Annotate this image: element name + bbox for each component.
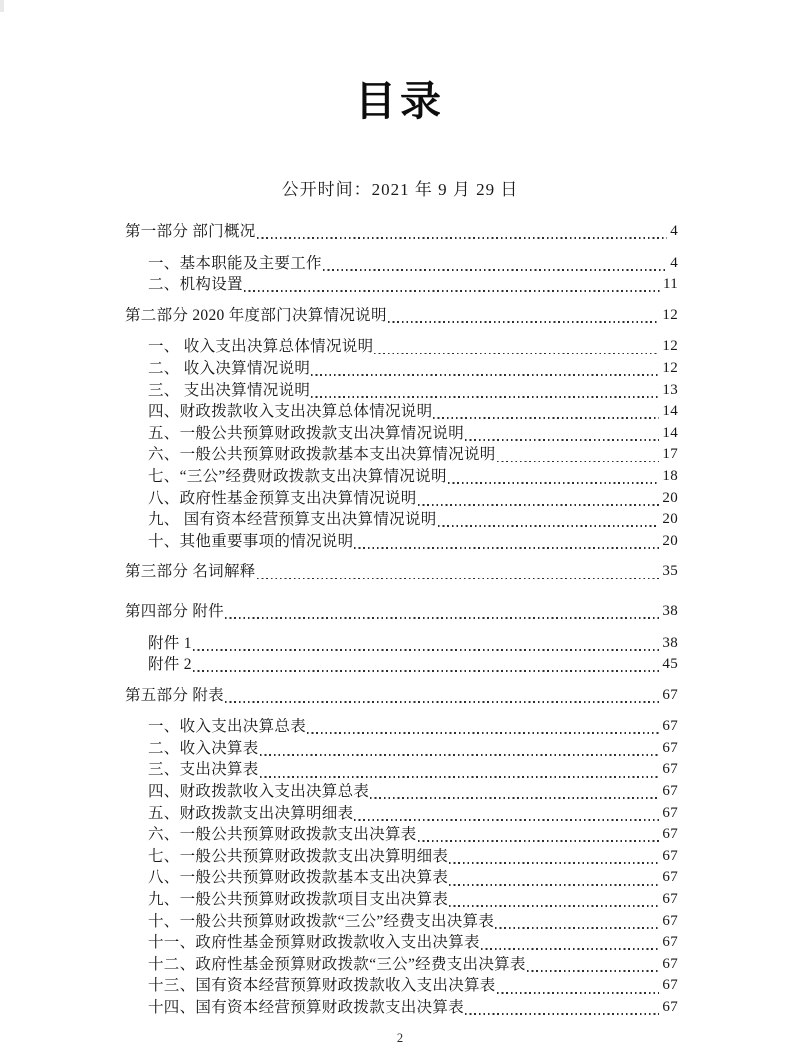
toc-entry [125, 685, 678, 707]
toc-entry-label: 附件 2 [148, 656, 192, 674]
toc-entry-label: 三、支出决算表 [148, 761, 259, 779]
toc-entry-page: 14 [662, 424, 678, 441]
toc-entry-page: 67 [662, 804, 678, 821]
toc-entry [125, 509, 678, 531]
toc-entry-label: 二、机构设置 [148, 276, 243, 294]
toc-entry-label: 四、财政拨款收入支出决算总体情况说明 [148, 403, 433, 421]
toc-entry-label: 一、收入支出决算总表 [148, 718, 307, 736]
toc-entry [125, 253, 678, 275]
toc-entry-label: 第一部分 部门概况 [125, 223, 256, 240]
toc-entry [125, 336, 678, 358]
dot-leader [495, 911, 659, 933]
dot-leader [465, 423, 659, 445]
toc-entry [125, 633, 678, 655]
toc-entry-label: 三、 支出决算情况说明 [148, 381, 311, 399]
page-title: 目录 [355, 78, 445, 124]
dot-leader [465, 997, 659, 1019]
toc-entry-page: 12 [662, 338, 678, 355]
dot-leader [354, 531, 659, 553]
toc-entry-label: 二、收入决算表 [148, 739, 259, 757]
toc-entry [125, 423, 678, 445]
toc-entry [125, 889, 678, 911]
scan-corner-artifact [0, 0, 4, 12]
toc-entry-label: 八、政府性基金预算支出决算情况说明 [148, 489, 417, 507]
toc-entry-label: 五、财政拨款支出决算明细表 [148, 804, 354, 822]
toc-entry-label: 十四、国有资本经营预算财政拨款支出决算表 [148, 999, 465, 1016]
toc-entry-label: 第四部分 附件 [125, 602, 224, 620]
toc-entry-page: 38 [662, 602, 678, 619]
dot-leader [527, 954, 660, 976]
toc-entry-label: 第五部分 附表 [125, 686, 224, 704]
toc-entry-page: 4 [670, 223, 678, 239]
toc-entry [125, 716, 678, 738]
toc-entry-label: 二、 收入决算情况说明 [148, 359, 311, 377]
toc-entry-page: 17 [662, 446, 678, 463]
toc-entry-label: 七、“三公”经费财政拨款支出决算情况说明 [148, 467, 447, 485]
dot-leader [257, 561, 660, 583]
toc-entry [125, 488, 678, 510]
dot-leader [388, 305, 660, 327]
toc-entry-label: 第三部分 名词解释 [125, 563, 256, 581]
toc-entry-page: 67 [662, 999, 678, 1015]
toc-entry-label: 六、一般公共预算财政拨款支出决算表 [148, 826, 417, 844]
toc-entry-page: 67 [662, 977, 678, 994]
dot-leader [497, 444, 660, 466]
toc-entry [125, 738, 678, 760]
toc-entry [125, 601, 678, 623]
toc-entry-page: 45 [662, 656, 678, 673]
toc-entry-label: 九、一般公共预算财政拨款项目支出决算表 [148, 891, 449, 909]
dot-leader [418, 488, 660, 510]
toc-entry [125, 975, 678, 997]
dot-leader [438, 509, 660, 531]
toc-entry-page: 67 [662, 912, 678, 929]
footer-page-number: 2 [396, 1031, 404, 1045]
dot-leader [260, 738, 660, 760]
toc-entry-page: 67 [662, 826, 678, 843]
dot-leader [244, 274, 660, 296]
toc-entry-page: 67 [662, 891, 678, 908]
toc-entry [125, 654, 678, 676]
toc-entry [125, 221, 678, 243]
toc-entry-page: 20 [662, 532, 678, 549]
toc-entry-label: 十三、国有资本经营预算财政拨款收入支出决算表 [148, 977, 496, 995]
toc-entry [125, 401, 678, 423]
toc-entry-page: 67 [662, 761, 678, 778]
toc-entry [125, 466, 678, 488]
toc-entry [125, 867, 678, 889]
toc-entry-label: 五、一般公共预算财政拨款支出决算情况说明 [148, 424, 465, 442]
toc-entry [125, 846, 678, 868]
toc-entry-label: 四、财政拨款收入支出决算总表 [148, 783, 370, 801]
toc-entry [125, 954, 678, 976]
dot-leader [257, 221, 668, 243]
toc-list [125, 221, 678, 1019]
toc-entry-page: 20 [662, 511, 678, 528]
toc-entry [125, 531, 678, 553]
toc-entry-page: 12 [662, 359, 678, 376]
toc-entry-label: 第二部分 2020 年度部门决算情况说明 [125, 306, 387, 324]
toc-entry-label: 一、 收入支出决算总体情况说明 [148, 338, 374, 356]
toc-entry-page: 13 [662, 381, 678, 398]
toc-entry-page: 14 [662, 403, 678, 420]
toc-entry-label: 附件 1 [148, 634, 192, 652]
dot-leader [449, 889, 659, 911]
dot-leader [449, 867, 659, 889]
toc-entry-page: 67 [662, 686, 678, 703]
toc-entry [125, 824, 678, 846]
toc-entry-label: 十、一般公共预算财政拨款“三公”经费支出决算表 [148, 912, 495, 930]
toc-entry [125, 932, 678, 954]
dot-leader [418, 824, 660, 846]
toc-entry-page: 67 [662, 718, 678, 735]
toc-entry [125, 305, 678, 327]
toc-entry [125, 444, 678, 466]
dot-leader [311, 358, 659, 380]
dot-leader [354, 803, 659, 825]
dot-leader [193, 654, 660, 676]
publish-date-line: 公开时间：2021 年 9 月 29 日 [281, 180, 519, 199]
toc-entry-page: 67 [662, 783, 678, 800]
toc-entry-page: 67 [662, 739, 678, 756]
dot-leader [311, 380, 659, 402]
toc-entry [125, 561, 678, 583]
dot-leader [225, 601, 659, 623]
toc-entry-label: 九、 国有资本经营预算支出决算情况说明 [148, 511, 437, 529]
dot-leader [225, 685, 659, 707]
dot-leader [260, 759, 660, 781]
toc-entry [125, 781, 678, 803]
toc-entry [125, 997, 678, 1019]
dot-leader [374, 336, 659, 358]
toc-entry [125, 274, 678, 296]
dot-leader [448, 466, 660, 488]
toc-entry-page: 11 [662, 276, 678, 293]
toc-entry-label: 十二、政府性基金预算财政拨款“三公”经费支出决算表 [148, 955, 526, 973]
toc-entry [125, 911, 678, 933]
toc-entry-label: 八、一般公共预算财政拨款基本支出决算表 [148, 869, 449, 887]
dot-leader [433, 401, 659, 423]
toc-entry-page: 67 [662, 934, 678, 951]
toc-entry [125, 358, 678, 380]
dot-leader [481, 932, 660, 954]
dot-leader [323, 253, 667, 275]
toc-entry-page: 38 [662, 634, 678, 651]
toc-entry-label: 十一、政府性基金预算财政拨款收入支出决算表 [148, 934, 480, 952]
toc-entry-page: 12 [662, 306, 678, 323]
dot-leader [370, 781, 659, 803]
toc-entry-label: 十、其他重要事项的情况说明 [148, 532, 354, 550]
toc-entry [125, 759, 678, 781]
dot-leader [497, 975, 660, 997]
toc-entry-page: 18 [662, 467, 678, 484]
toc-entry-label: 一、基本职能及主要工作 [148, 254, 322, 272]
dot-leader [307, 716, 659, 738]
toc-entry-page: 67 [662, 847, 678, 864]
toc-entry-page: 35 [662, 563, 678, 580]
toc-entry-label: 七、一般公共预算财政拨款支出决算明细表 [148, 847, 449, 865]
dot-leader [193, 633, 660, 655]
toc-entry [125, 380, 678, 402]
dot-leader [449, 846, 659, 868]
toc-entry-page: 67 [662, 955, 678, 972]
toc-entry [125, 803, 678, 825]
toc-entry-label: 六、一般公共预算财政拨款基本支出决算情况说明 [148, 446, 496, 464]
toc-entry-page: 67 [662, 869, 678, 886]
toc-entry-page: 4 [670, 254, 678, 271]
toc-entry-page: 20 [662, 489, 678, 506]
